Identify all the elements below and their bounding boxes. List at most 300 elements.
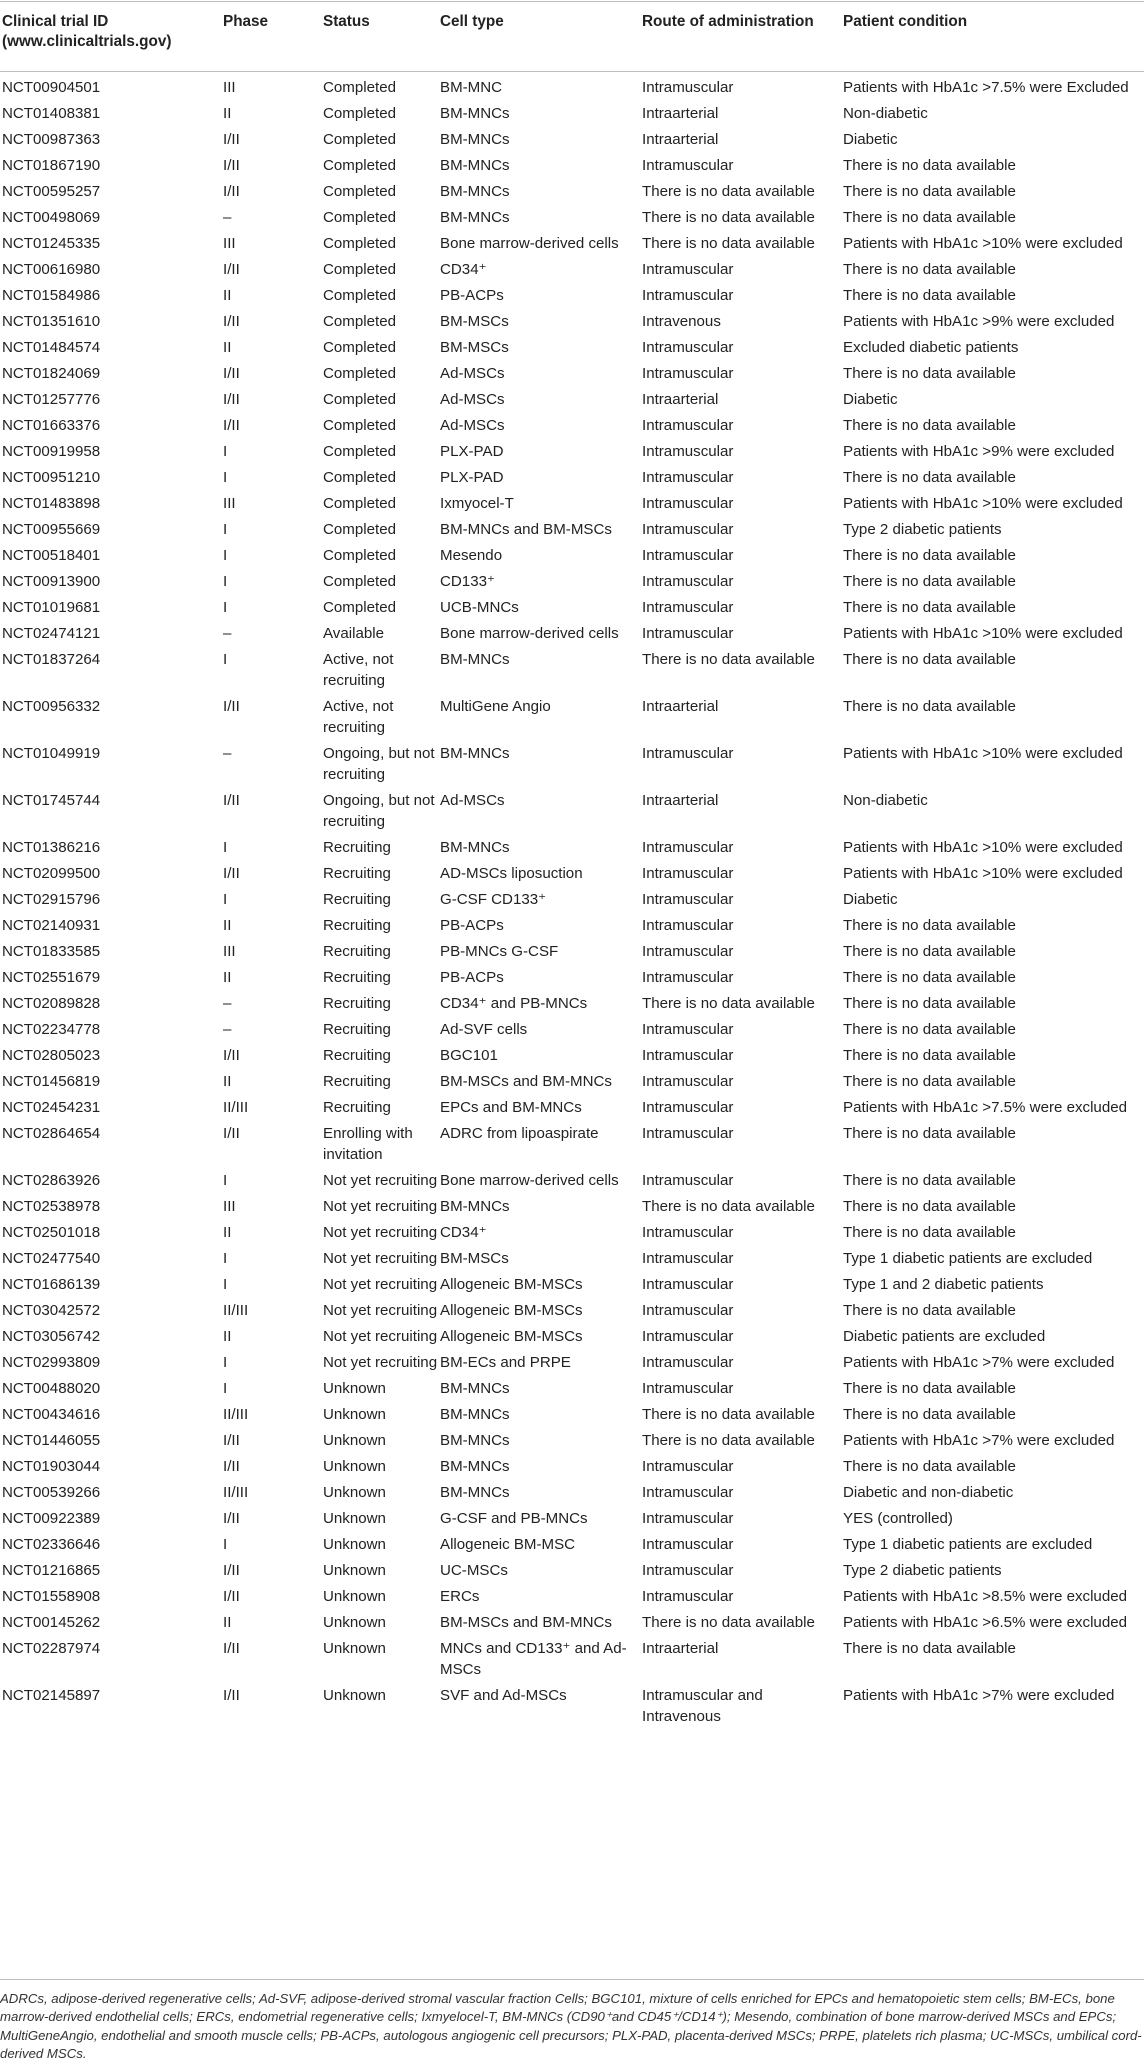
- patient-condition-cell: Patients with HbA1c >8.5% were excluded: [843, 1588, 1128, 1605]
- phase-cell: I/II: [223, 1125, 240, 1142]
- table-row: [0, 1295, 1144, 1321]
- trial-id-cell: NCT01584986: [2, 287, 101, 304]
- trial-id-cell: NCT01245335: [2, 235, 101, 252]
- table-row: [0, 384, 1144, 410]
- patient-condition-cell: There is no data available: [843, 1021, 1016, 1038]
- phase-cell: I: [223, 1250, 228, 1267]
- table-row: [0, 1581, 1144, 1607]
- phase-cell: II: [223, 1328, 232, 1345]
- table-row: [0, 1269, 1144, 1295]
- patient-condition-cell: Patients with HbA1c >7% were excluded: [843, 1432, 1115, 1449]
- cell-type-cell: Bone marrow-derived cells: [440, 625, 619, 642]
- patient-condition-cell: There is no data available: [843, 698, 1016, 715]
- patient-condition-cell: Patients with HbA1c >10% were excluded: [843, 625, 1123, 642]
- route-cell: Intramuscular: [642, 599, 734, 616]
- route-cell: Intramuscular: [642, 943, 734, 960]
- patient-condition-cell: There is no data available: [843, 573, 1016, 590]
- trial-id-cell: NCT01049919: [2, 745, 101, 762]
- phase-cell: I/II: [223, 261, 240, 278]
- status-cell: Not yet recruiting: [323, 1224, 438, 1241]
- phase-cell: II: [223, 1614, 232, 1631]
- patient-condition-cell: There is no data available: [843, 547, 1016, 564]
- status-cell: Not yet recruiting: [323, 1276, 438, 1293]
- route-cell: Intramuscular: [642, 745, 734, 762]
- phase-cell: –: [223, 209, 232, 226]
- patient-condition-cell: Type 2 diabetic patients: [843, 521, 1002, 538]
- status-cell: Recruiting: [323, 1021, 391, 1038]
- patient-condition-cell: There is no data available: [843, 209, 1016, 226]
- status-cell: Unknown: [323, 1484, 386, 1501]
- patient-condition-cell: There is no data available: [843, 1172, 1016, 1189]
- table-row: [0, 566, 1144, 592]
- table-row: [0, 832, 1144, 858]
- cell-type-cell: BM-MNCs: [440, 1198, 510, 1215]
- patient-condition-cell: There is no data available: [843, 1198, 1016, 1215]
- route-cell: Intravenous: [642, 313, 721, 330]
- patient-condition-cell: There is no data available: [843, 995, 1016, 1012]
- patient-condition-cell: There is no data available: [843, 157, 1016, 174]
- status-cell: Recruiting: [323, 891, 391, 908]
- cell-type-cell: BM-MSCs: [440, 339, 509, 356]
- route-cell: Intramuscular: [642, 417, 734, 434]
- cell-type-cell: BM-MNCs: [440, 209, 510, 226]
- cell-type-cell: AD-MSCs liposuction: [440, 865, 583, 882]
- trial-id-cell: NCT01446055: [2, 1432, 101, 1449]
- trial-id-cell: NCT02538978: [2, 1198, 101, 1215]
- patient-condition-cell: There is no data available: [843, 1640, 1016, 1657]
- patient-condition-cell: Patients with HbA1c >7.5% were excluded: [843, 1099, 1128, 1116]
- route-cell: Intramuscular: [642, 1250, 734, 1267]
- table-row: [0, 884, 1144, 910]
- status-cell: Unknown: [323, 1458, 386, 1475]
- table-row: [0, 1373, 1144, 1399]
- table-row: [0, 176, 1144, 202]
- trial-id-cell: NCT01351610: [2, 313, 101, 330]
- header-patient-condition: Patient condition: [843, 13, 968, 30]
- route-cell: There is no data available: [642, 995, 815, 1012]
- trial-id-cell: NCT02099500: [2, 865, 101, 882]
- patient-condition-cell: There is no data available: [843, 1125, 1016, 1142]
- trial-id-cell: NCT01558908: [2, 1588, 101, 1605]
- phase-cell: I: [223, 1354, 228, 1371]
- status-cell: Completed: [323, 599, 396, 616]
- status-cell: Completed: [323, 547, 396, 564]
- table-row: [0, 1321, 1144, 1347]
- trial-id-cell: NCT02993809: [2, 1354, 101, 1371]
- cell-type-cell: ADRC from lipoaspirate: [440, 1125, 599, 1142]
- patient-condition-cell: There is no data available: [843, 1224, 1016, 1241]
- table-row: [0, 1451, 1144, 1477]
- route-cell: Intramuscular: [642, 1073, 734, 1090]
- cell-type-cell: Ixmyocel-T: [440, 495, 514, 512]
- trial-id-cell: NCT01824069: [2, 365, 101, 382]
- phase-cell: I: [223, 521, 228, 538]
- route-cell: Intramuscular: [642, 1047, 734, 1064]
- route-cell: Intramuscular: [642, 261, 734, 278]
- cell-type-cell: BM-MNCs: [440, 1432, 510, 1449]
- table-row: [0, 785, 1144, 832]
- trial-id-cell: NCT00434616: [2, 1406, 101, 1423]
- trial-id-cell: NCT02089828: [2, 995, 101, 1012]
- patient-condition-cell: Type 1 diabetic patients are excluded: [843, 1250, 1093, 1267]
- cell-type-cell: CD34⁺: [440, 1224, 487, 1241]
- patient-condition-cell: There is no data available: [843, 943, 1016, 960]
- phase-cell: I: [223, 547, 228, 564]
- phase-cell: I: [223, 573, 228, 590]
- cell-type-cell: Ad-MSCs: [440, 417, 505, 434]
- phase-cell: –: [223, 995, 232, 1012]
- trial-id-cell: NCT00145262: [2, 1614, 101, 1631]
- status-cell: Unknown: [323, 1536, 386, 1553]
- cell-type-cell: PB-ACPs: [440, 917, 504, 934]
- table-row: [0, 962, 1144, 988]
- phase-cell: I/II: [223, 1562, 240, 1579]
- trial-id-cell: NCT01663376: [2, 417, 101, 434]
- cell-type-cell: Allogeneic BM-MSC: [440, 1536, 576, 1553]
- route-cell: There is no data available: [642, 1614, 815, 1631]
- status-cell: Completed: [323, 313, 396, 330]
- table-row: [0, 71, 1144, 98]
- trial-id-cell: NCT00955669: [2, 521, 101, 538]
- patient-condition-cell: There is no data available: [843, 261, 1016, 278]
- phase-cell: I/II: [223, 1510, 240, 1527]
- patient-condition-cell: Diabetic: [843, 391, 898, 408]
- phase-cell: I: [223, 1536, 228, 1553]
- route-cell: Intraarterial: [642, 792, 719, 809]
- phase-cell: I: [223, 839, 228, 856]
- patient-condition-cell: There is no data available: [843, 183, 1016, 200]
- cell-type-cell: Bone marrow-derived cells: [440, 235, 619, 252]
- route-cell: Intramuscular: [642, 1536, 734, 1553]
- patient-condition-cell: Patients with HbA1c >10% were excluded: [843, 495, 1123, 512]
- route-cell: Intramuscular: [642, 1484, 734, 1501]
- status-cell: Completed: [323, 417, 396, 434]
- table-row: [0, 1399, 1144, 1425]
- cell-type-cell: Allogeneic BM-MSCs: [440, 1328, 583, 1345]
- trial-id-cell: NCT01257776: [2, 391, 101, 408]
- trial-id-cell: NCT00488020: [2, 1380, 101, 1397]
- cell-type-cell: BM-MNCs: [440, 105, 510, 122]
- route-cell: Intramuscular: [642, 865, 734, 882]
- table-row: [0, 1092, 1144, 1118]
- status-cell: Ongoing, but not recruiting: [323, 745, 435, 783]
- status-cell: Unknown: [323, 1406, 386, 1423]
- phase-cell: I: [223, 891, 228, 908]
- status-cell: Recruiting: [323, 1073, 391, 1090]
- trial-id-cell: NCT02805023: [2, 1047, 101, 1064]
- status-cell: Not yet recruiting: [323, 1354, 438, 1371]
- status-cell: Completed: [323, 79, 396, 96]
- trial-id-cell: NCT00951210: [2, 469, 101, 486]
- table-row: [0, 202, 1144, 228]
- route-cell: Intramuscular: [642, 1510, 734, 1527]
- cell-type-cell: BM-MNCs: [440, 651, 510, 668]
- route-cell: Intramuscular: [642, 1021, 734, 1038]
- route-cell: Intramuscular: [642, 1276, 734, 1293]
- table-row: [0, 228, 1144, 254]
- trial-id-cell: NCT00539266: [2, 1484, 101, 1501]
- patient-condition-cell: There is no data available: [843, 469, 1016, 486]
- table-row: [0, 436, 1144, 462]
- trial-id-cell: NCT02864654: [2, 1125, 101, 1142]
- table-row: [0, 988, 1144, 1014]
- trial-id-cell: NCT02474121: [2, 625, 101, 642]
- cell-type-cell: G-CSF and PB-MNCs: [440, 1510, 588, 1527]
- table-row: [0, 592, 1144, 618]
- cell-type-cell: G-CSF CD133⁺: [440, 891, 547, 908]
- trial-id-cell: NCT02287974: [2, 1640, 101, 1657]
- phase-cell: I/II: [223, 1588, 240, 1605]
- phase-cell: III: [223, 79, 236, 96]
- trial-id-cell: NCT02501018: [2, 1224, 101, 1241]
- status-cell: Completed: [323, 261, 396, 278]
- clinical-trials-table: [0, 2, 1144, 1727]
- route-cell: Intramuscular: [642, 839, 734, 856]
- cell-type-cell: BM-MNCs: [440, 1380, 510, 1397]
- cell-type-cell: Ad-MSCs: [440, 365, 505, 382]
- patient-condition-cell: There is no data available: [843, 651, 1016, 668]
- status-cell: Completed: [323, 573, 396, 590]
- phase-cell: –: [223, 625, 232, 642]
- status-cell: Recruiting: [323, 1047, 391, 1064]
- phase-cell: II/III: [223, 1099, 249, 1116]
- status-cell: Not yet recruiting: [323, 1328, 438, 1345]
- patient-condition-cell: There is no data available: [843, 1073, 1016, 1090]
- table-row: [0, 488, 1144, 514]
- patient-condition-cell: There is no data available: [843, 1047, 1016, 1064]
- status-cell: Completed: [323, 105, 396, 122]
- cell-type-cell: BGC101: [440, 1047, 498, 1064]
- table-row: [0, 1555, 1144, 1581]
- phase-cell: I/II: [223, 391, 240, 408]
- cell-type-cell: PLX-PAD: [440, 443, 504, 460]
- status-cell: Completed: [323, 131, 396, 148]
- phase-cell: I/II: [223, 365, 240, 382]
- cell-type-cell: BM-MNCs and BM-MSCs: [440, 521, 612, 538]
- status-cell: Recruiting: [323, 943, 391, 960]
- status-cell: Not yet recruiting: [323, 1302, 438, 1319]
- patient-condition-cell: YES (controlled): [843, 1510, 953, 1527]
- phase-cell: III: [223, 495, 236, 512]
- status-cell: Unknown: [323, 1510, 386, 1527]
- cell-type-cell: Ad-MSCs: [440, 792, 505, 809]
- phase-cell: I/II: [223, 1047, 240, 1064]
- trial-id-cell: NCT00498069: [2, 209, 101, 226]
- table-row: [0, 1607, 1144, 1633]
- header-route: Route of administration: [642, 13, 814, 30]
- status-cell: Recruiting: [323, 969, 391, 986]
- trial-id-cell: NCT01408381: [2, 105, 101, 122]
- route-cell: Intramuscular: [642, 1588, 734, 1605]
- route-cell: Intramuscular: [642, 469, 734, 486]
- route-cell: Intramuscular: [642, 547, 734, 564]
- trial-id-cell: NCT01386216: [2, 839, 101, 856]
- route-cell: Intramuscular: [642, 521, 734, 538]
- status-cell: Unknown: [323, 1614, 386, 1631]
- phase-cell: III: [223, 1198, 236, 1215]
- trial-id-cell: NCT01903044: [2, 1458, 101, 1475]
- trial-id-cell: NCT02140931: [2, 917, 101, 934]
- trial-id-cell: NCT01867190: [2, 157, 101, 174]
- table-row: [0, 1347, 1144, 1373]
- trial-id-cell: NCT00595257: [2, 183, 101, 200]
- phase-cell: II: [223, 917, 232, 934]
- table-row: [0, 1165, 1144, 1191]
- route-cell: Intramuscular: [642, 287, 734, 304]
- route-cell: Intramuscular: [642, 1172, 734, 1189]
- phase-cell: II/III: [223, 1302, 249, 1319]
- table-row: [0, 358, 1144, 384]
- patient-condition-cell: There is no data available: [843, 969, 1016, 986]
- phase-cell: II: [223, 1224, 232, 1241]
- patient-condition-cell: Patients with HbA1c >9% were excluded: [843, 313, 1115, 330]
- phase-cell: II: [223, 969, 232, 986]
- trial-id-cell: NCT00922389: [2, 1510, 101, 1527]
- patient-condition-cell: Patients with HbA1c >10% were excluded: [843, 839, 1123, 856]
- trial-id-cell: NCT01833585: [2, 943, 101, 960]
- table-row: [0, 1040, 1144, 1066]
- trial-id-cell: NCT02336646: [2, 1536, 101, 1553]
- trial-id-cell: NCT00987363: [2, 131, 101, 148]
- trial-id-cell: NCT02145897: [2, 1687, 101, 1704]
- table-row: [0, 936, 1144, 962]
- status-cell: Active, not recruiting: [323, 698, 394, 736]
- trial-id-cell: NCT00616980: [2, 261, 101, 278]
- table-header-row: [0, 2, 1144, 71]
- patient-condition-cell: There is no data available: [843, 287, 1016, 304]
- cell-type-cell: BM-MNCs: [440, 1458, 510, 1475]
- trial-id-cell: NCT01019681: [2, 599, 101, 616]
- phase-cell: I/II: [223, 1432, 240, 1449]
- status-cell: Unknown: [323, 1562, 386, 1579]
- phase-cell: I/II: [223, 1458, 240, 1475]
- table-bottom-rule: [0, 1979, 1144, 1980]
- table-row: [0, 254, 1144, 280]
- phase-cell: II: [223, 105, 232, 122]
- table-row: [0, 280, 1144, 306]
- trial-id-cell: NCT01745744: [2, 792, 101, 809]
- phase-cell: I/II: [223, 792, 240, 809]
- cell-type-cell: UC-MSCs: [440, 1562, 508, 1579]
- trial-id-cell: NCT01837264: [2, 651, 101, 668]
- trial-id-cell: NCT03042572: [2, 1302, 101, 1319]
- phase-cell: –: [223, 1021, 232, 1038]
- cell-type-cell: CD34⁺: [440, 261, 487, 278]
- header-clinical-trial-id: Clinical trial ID (www.clinicaltrials.gov): [2, 13, 172, 50]
- trial-id-cell: NCT00904501: [2, 79, 101, 96]
- table-row: [0, 514, 1144, 540]
- patient-condition-cell: Diabetic: [843, 891, 898, 908]
- patient-condition-cell: Patients with HbA1c >7% were excluded: [843, 1354, 1115, 1371]
- table-row: [0, 332, 1144, 358]
- phase-cell: III: [223, 235, 236, 252]
- table-row: [0, 306, 1144, 332]
- phase-cell: II: [223, 287, 232, 304]
- status-cell: Completed: [323, 521, 396, 538]
- table-row: [0, 462, 1144, 488]
- status-cell: Unknown: [323, 1687, 386, 1704]
- route-cell: Intramuscular: [642, 1354, 734, 1371]
- trial-id-cell: NCT02234778: [2, 1021, 101, 1038]
- status-cell: Completed: [323, 495, 396, 512]
- table-row: [0, 1477, 1144, 1503]
- status-cell: Completed: [323, 235, 396, 252]
- header-status: Status: [323, 13, 370, 30]
- patient-condition-cell: There is no data available: [843, 1458, 1016, 1475]
- patient-condition-cell: Diabetic and non-diabetic: [843, 1484, 1014, 1501]
- status-cell: Completed: [323, 469, 396, 486]
- cell-type-cell: BM-MNCs: [440, 1406, 510, 1423]
- table-row: [0, 1118, 1144, 1165]
- phase-cell: II: [223, 1073, 232, 1090]
- route-cell: Intramuscular: [642, 365, 734, 382]
- cell-type-cell: BM-MNCs: [440, 157, 510, 174]
- route-cell: There is no data available: [642, 651, 815, 668]
- status-cell: Not yet recruiting: [323, 1172, 438, 1189]
- table-row: [0, 124, 1144, 150]
- route-cell: Intramuscular: [642, 157, 734, 174]
- table-row: [0, 644, 1144, 691]
- table-row: [0, 540, 1144, 566]
- status-cell: Completed: [323, 391, 396, 408]
- table-row: [0, 1503, 1144, 1529]
- cell-type-cell: CD133⁺: [440, 573, 495, 590]
- phase-cell: I/II: [223, 417, 240, 434]
- patient-condition-cell: There is no data available: [843, 1406, 1016, 1423]
- cell-type-cell: PB-MNCs G-CSF: [440, 943, 559, 960]
- route-cell: Intramuscular and Intravenous: [642, 1687, 763, 1725]
- patient-condition-cell: Diabetic patients are excluded: [843, 1328, 1046, 1345]
- table-row: [0, 150, 1144, 176]
- status-cell: Unknown: [323, 1380, 386, 1397]
- patient-condition-cell: Type 1 diabetic patients are excluded: [843, 1536, 1093, 1553]
- phase-cell: I/II: [223, 1687, 240, 1704]
- cell-type-cell: UCB-MNCs: [440, 599, 519, 616]
- trial-id-cell: NCT02863926: [2, 1172, 101, 1189]
- cell-type-cell: BM-MNCs: [440, 1484, 510, 1501]
- patient-condition-cell: Diabetic: [843, 131, 898, 148]
- route-cell: There is no data available: [642, 1432, 815, 1449]
- phase-cell: II/III: [223, 1406, 249, 1423]
- cell-type-cell: Ad-SVF cells: [440, 1021, 528, 1038]
- table-row: [0, 858, 1144, 884]
- phase-cell: I: [223, 599, 228, 616]
- route-cell: Intramuscular: [642, 1562, 734, 1579]
- cell-type-cell: Ad-MSCs: [440, 391, 505, 408]
- status-cell: Recruiting: [323, 995, 391, 1012]
- cell-type-cell: CD34⁺ and PB-MNCs: [440, 995, 588, 1012]
- trial-id-cell: NCT03056742: [2, 1328, 101, 1345]
- phase-cell: I: [223, 1276, 228, 1293]
- table-row: [0, 738, 1144, 785]
- phase-cell: I/II: [223, 313, 240, 330]
- route-cell: Intramuscular: [642, 917, 734, 934]
- patient-condition-cell: There is no data available: [843, 365, 1016, 382]
- status-cell: Recruiting: [323, 865, 391, 882]
- route-cell: Intramuscular: [642, 1099, 734, 1116]
- trial-id-cell: NCT02915796: [2, 891, 101, 908]
- trial-id-cell: NCT00913900: [2, 573, 101, 590]
- table-row: [0, 1633, 1144, 1680]
- trial-id-cell: NCT01484574: [2, 339, 101, 356]
- status-cell: Not yet recruiting: [323, 1198, 438, 1215]
- patient-condition-cell: Patients with HbA1c >7% were excluded: [843, 1687, 1115, 1704]
- trial-id-cell: NCT01483898: [2, 495, 101, 512]
- patient-condition-cell: Patients with HbA1c >10% were excluded: [843, 235, 1123, 252]
- route-cell: Intraarterial: [642, 698, 719, 715]
- route-cell: Intramuscular: [642, 79, 734, 96]
- patient-condition-cell: There is no data available: [843, 1302, 1016, 1319]
